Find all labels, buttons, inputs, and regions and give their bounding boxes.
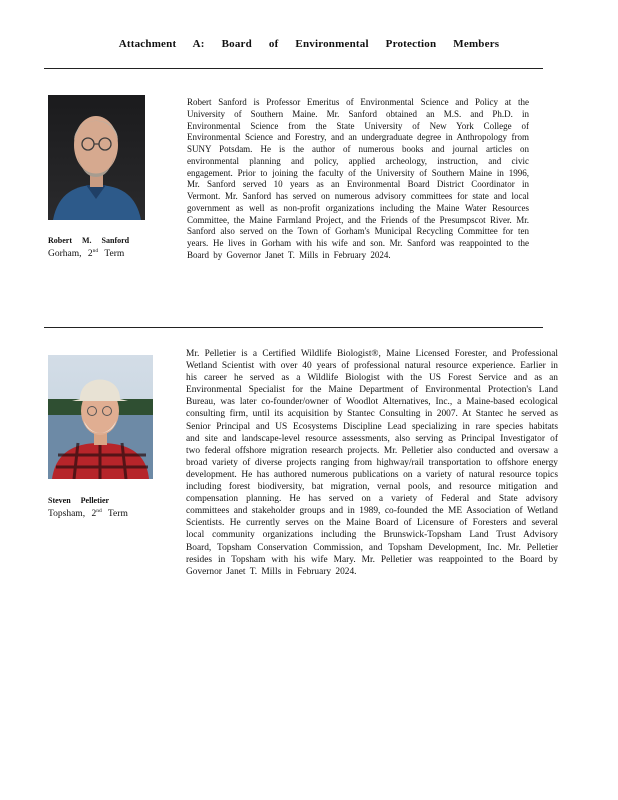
portrait-photo-icon bbox=[48, 95, 145, 220]
term-suffix: nd bbox=[92, 248, 99, 254]
member-name: Steven Pelletier bbox=[48, 496, 110, 505]
member-term bbox=[48, 508, 128, 519]
term-suffix: nd bbox=[96, 508, 102, 514]
member-photo-pelletier bbox=[48, 355, 153, 479]
term-number: 2 bbox=[87, 249, 93, 260]
divider-top bbox=[44, 68, 543, 69]
term-word: Term bbox=[107, 509, 128, 520]
divider-middle bbox=[44, 327, 543, 328]
portrait-photo-icon bbox=[48, 355, 153, 479]
member-photo-sanford bbox=[48, 95, 145, 220]
member-bio: Robert Sanford is Professor Emeritus of Environmental Science and Policy at the University of Southern Maine. Mr. Sanford obtained an M.S. and Ph.D. in Environmental Science from the State University of New York College of Environmental Science and Forestry, and an undergraduate degree in Anthropology from SUNY Potsdam. He is the author of numerous books and journal articles on environmental planning and policy, applied archeology, instruction, and civic engagement. Prior to joining the faculty of the University of Southern Maine in 1996, Mr. Sanford served 10 years as an Environmental Board District Coordinator in Vermont. Mr. Sanford has served on numerous advisory committees for state and local government as well as non-profit organizations including the Maine Water Resources Committee, the Maine Farmland Project, and the Friends of the Presumpscot River. Mr. Sanford also served on the Town of Gorham's Municipal Recycling Committee for ten years. He lives in Gorham with his wife and son. Mr. Sanford was reappointed to the Board by Governor Janet T. Mills in February 2024. bbox=[187, 97, 529, 260]
member-town: Gorham, bbox=[48, 249, 82, 260]
term-word: Term bbox=[104, 249, 125, 260]
member-name: Robert M. Sanford bbox=[48, 236, 130, 245]
member-bio: Mr. Pelletier is a Certified Wildlife Biologist®, Maine Licensed Forester, and Professional Wetland Scientist with over 40 years of professional natural resource experience. Earlier in his career he served as a Wildlife Biologist with the US Forest Service and as an Environmental Specialist for the Maine Department of Environmental Protection's Land Bureau, was later co-founder/owner of Woodlot Alternatives, Inc., a Maine-based ecological consulting firm, until its acquisition by Stantec Consulting in 2007. At Stantec he served as Senior Principal and US Ecosystems Discipline Lead specializing in rare species habitats and site and landscape-level resource assessments, also serving as Principal Investigator of two federal offshore migration research projects. Mr. Pelletier also conducted and oversaw a broad variety of diverse projects ranging from highway/rail transportation to offshore energy development. He has authored numerous publications on a variety of natural resource topics including forest biodiversity, bat migration, vernal pools, and resource mitigation and compensation planning. He has served on a variety of Federal and State advisory committees and stakeholder groups and in 1989, co-founded the ME Association of Wetland Scientists. He currently serves on the Maine Board of Licensure of Foresters and several local community organizations including the Brunswick-Topsham Land Trust Advisory Board, Topsham Conservation Commission, and Topsham Development, Inc. Mr. Pelletier resides in Topsham with his wife Mary. Mr. Pelletier was reappointed to the Board by Governor Janet T. Mills in February 2024. bbox=[186, 349, 558, 577]
member-town: Topsham, bbox=[48, 509, 86, 520]
member-term bbox=[48, 248, 124, 259]
term-number: 2 bbox=[91, 509, 97, 520]
page-title: Attachment A: Board of Environmental Protection Members bbox=[118, 38, 500, 50]
